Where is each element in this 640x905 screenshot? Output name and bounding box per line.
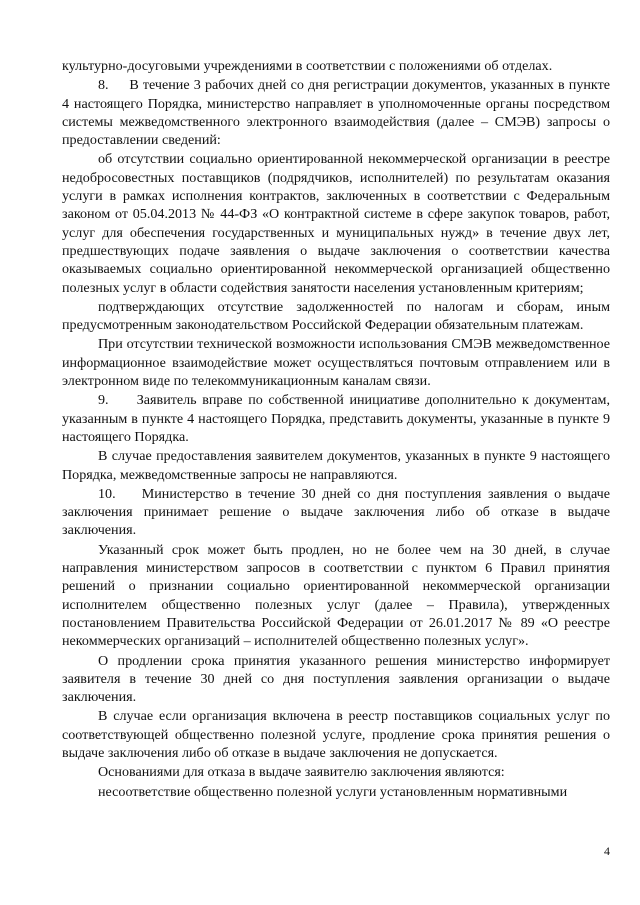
paragraph-p8: Указанный срок может быть продлен, но не более чем на 30 дней, в случае направления министерством запросов в соответствии с пунктом 6 Правил принятия решений о признании социально ориентированной некоммерческой организации исполнителем общественно полезных услуг (далее – Правила), утвержденных постановлением Правительства Российской Федерации от 26.01.2017 № 89 «О реестре некоммерческих организаций – исполнителей общественно полезных услуг». [62, 541, 610, 650]
paragraph-p1: 8. В течение 3 рабочих дней со дня регистрации документов, указанных в пункте 4 настоящего Порядка, министерство направляет в уполномоченные органы посредством системы межведомственного электронного взаимодействия (далее – СМЭВ) запросы о предоставлении сведений: [62, 77, 610, 149]
paragraph-p2: об отсутствии социально ориентированной некоммерческой организации в реестре недобросовестных поставщиков (подрядчиков, исполнителей) по результатам оказания услуги в рамках исполнения контрактов, заключенных в соответствии с Федеральным законом от 05.04.2013 № 44-ФЗ «О контрактной системе в сфере закупок товаров, работ, услуг для обеспечения государственных и муниципальных нужд» в течение двух лет, предшествующих подаче заявления о выдаче заключения о соответствии качества оказываемых социально ориентированной некоммерческой организацией общественно полезных услуг в области содействия занятости населения установленным критериям; [62, 151, 610, 296]
paragraph-p9: О продлении срока принятия указанного решения министерство информирует заявителя в течение 30 дней со дня поступления заявления организации о выдаче заключения. [62, 652, 610, 706]
paragraph-p0: культурно-досуговыми учреждениями в соответствии с положениями об отделах. [62, 58, 553, 74]
paragraph-p10: В случае если организация включена в реестр поставщиков социальных услуг по соответствующей общественно полезной услуге, продление срока принятия решения о выдаче заключения либо об отказе в выдаче заключения не допускается. [62, 708, 610, 761]
paragraph-p7: 10. Министерство в течение 30 дней со дня поступления заявления о выдаче заключения принимает решение о выдаче заключения либо об отказе в выдаче заключения. [62, 485, 610, 539]
paragraph-p12: несоответствие общественно полезной услуги установленным нормативными [98, 783, 568, 800]
paragraph-p5: 9. Заявитель вправе по собственной инициативе дополнительно к документам, указанным в пункте 4 настоящего Порядка, представить документы, указанные в пункте 9 настоящего Порядка. [62, 392, 610, 445]
document-body [62, 57, 610, 801]
paragraph-p11: Основаниями для отказа в выдаче заявителю заключения являются: [98, 764, 505, 781]
page-number: 4 [604, 844, 610, 858]
paragraph-p6: В случае предоставления заявителем документов, указанных в пункте 9 настоящего Порядка, межведомственные запросы не направляются. [62, 448, 610, 483]
paragraph-p3: подтверждающих отсутствие задолженностей по налогам и сборам, иным предусмотренным законодательством Российской Федерации обязательным платежам. [62, 298, 610, 334]
paragraph-p4: При отсутствии технической возможности использования СМЭВ межведомственное информационное взаимодействие может осуществляться почтовым отправлением или в электронном виде по телекоммуникационным каналам связи. [62, 336, 610, 390]
